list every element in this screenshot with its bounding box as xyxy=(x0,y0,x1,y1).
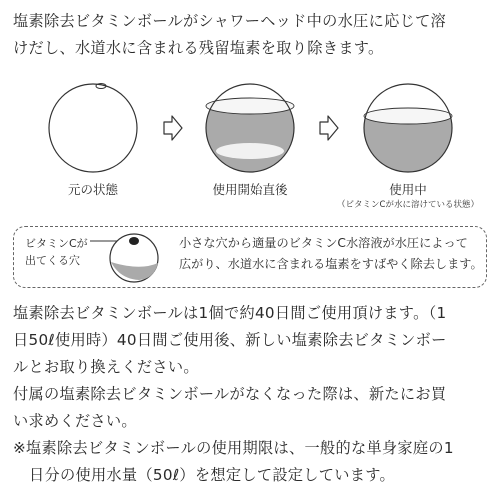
callout-description xyxy=(179,233,483,275)
ball-original xyxy=(49,84,137,173)
note-line: ※塩素除去ビタミンボールの使用期限は、一般的な単身家庭の1 xyxy=(13,439,454,457)
paragraph-line: 日50ℓ使用時）40日間ご使用後、新しい塩素除去ビタミンボー xyxy=(13,331,447,349)
intro-line: けだし、水道水に含まれる残留塩素を取り除きます。 xyxy=(13,39,384,57)
usage-period-paragraph xyxy=(13,300,493,381)
ball-hole-illustration xyxy=(84,227,174,287)
stage-note-in-use: （ビタミンCが水に溶けている状態） xyxy=(337,200,479,210)
paragraph-line: い求めください。 xyxy=(13,412,137,430)
stage-label-original: 元の状態 xyxy=(67,182,118,197)
description-line: 広がり、水道水に含まれる塩素をすばやく除去します。 xyxy=(179,257,483,271)
stage-label-just-started: 使用開始直後 xyxy=(212,182,288,197)
description-line: 小さな穴から適量のビタミンC水溶液が水圧によって xyxy=(179,236,468,250)
ball-stage-diagram xyxy=(0,78,500,218)
stage-label-in-use: 使用中 xyxy=(389,182,427,197)
hole-label-line: ビタミンCが xyxy=(25,237,88,250)
arrow-right-icon xyxy=(164,116,182,140)
ball-in-use xyxy=(358,84,458,176)
intro-line: 塩素除去ビタミンボールがシャワーヘッド中の水圧に応じて溶 xyxy=(13,12,447,30)
intro-text xyxy=(13,8,493,62)
ball-just-started xyxy=(200,84,300,176)
paragraph-line: ルとお取り換えください。 xyxy=(13,358,199,376)
paragraph-line: 塩素除去ビタミンボールは1個で約40日間ご使用頂けます。（1 xyxy=(13,304,447,322)
vitamin-hole-callout xyxy=(13,226,487,288)
replacement-paragraph xyxy=(13,381,493,435)
expiry-note xyxy=(13,435,493,489)
paragraph-line: 付属の塩素除去ビタミンボールがなくなった際は、新たにお買 xyxy=(13,385,447,403)
note-line: 日分の使用水量（50ℓ）を想定して設定しています。 xyxy=(29,466,396,484)
arrow-right-icon xyxy=(320,116,338,140)
hole-label-line: 出てくる穴 xyxy=(25,254,80,267)
